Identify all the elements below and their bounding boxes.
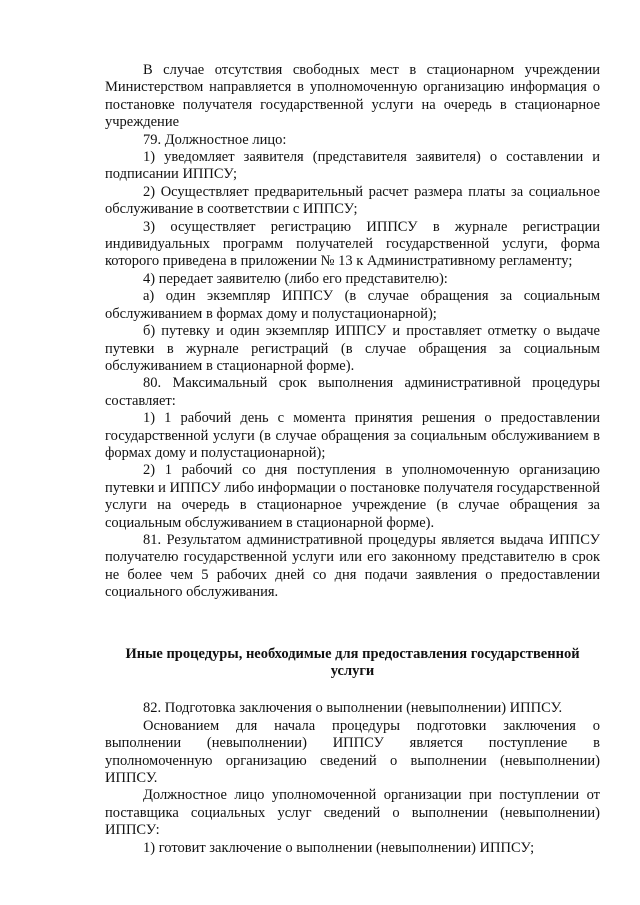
section-heading: Иные процедуры, необходимые для предоставления государственной услуги: [125, 645, 580, 679]
paragraph-82-basis: Основанием для начала процедуры подготовки заключения о выполнении (невыполнении) ИППСУ является поступление в уполномоченную организацию сведений о выполнении (невыполнении) ИППСУ.: [105, 717, 600, 787]
paragraph-80: 80. Максимальный срок выполнения административной процедуры составляет:: [105, 375, 600, 409]
paragraph-79-2: 2) Осуществляет предварительный расчет размера платы за социальное обслуживание в соответствии с ИППСУ;: [105, 183, 600, 218]
paragraph-82-1: 1) готовит заключение о выполнении (невыполнении) ИППСУ;: [143, 839, 535, 856]
paragraph-79-3: 3) осуществляет регистрацию ИППСУ в журнале регистрации индивидуальных программ получателей государственной услуги, форма которого приведена в приложении № 13 к Административному регламенту;: [105, 218, 600, 270]
paragraph-82-official: Должностное лицо уполномоченной организации при поступлении от поставщика социальных услуг сведений о выполнении (невыполнении) ИППСУ:: [105, 787, 600, 839]
paragraph-79-4a: а) один экземпляр ИППСУ (в случае обращения за социальным обслуживанием в формах дому и полустационарной);: [105, 288, 600, 322]
paragraph-82: 82. Подготовка заключения о выполнении (невыполнении) ИППСУ.: [143, 700, 563, 717]
paragraph-79: 79. Должностное лицо:: [143, 131, 287, 148]
paragraph-79-4b: б) путевку и один экземпляр ИППСУ и проставляет отметку о выдаче путевки в журнале регистраций (в случае обращения за социальным обслуживанием в стационарной форме).: [105, 323, 600, 374]
paragraph-79-1: 1) уведомляет заявителя (представителя заявителя) о составлении и подписании ИППСУ;: [105, 149, 600, 183]
paragraph-80-2: 2) 1 рабочий со дня поступления в уполномоченную организацию путевки и ИППСУ либо информации о постановке получателя государственной услуги на очередь в стационарное учреждение (в случае обращения за социальным обслуживанием в стационарной форме).: [105, 462, 600, 531]
paragraph-80-1: 1) 1 рабочий день с момента принятия решения о предоставлении государственной услуги (в случае обращения за социальным обслуживанием в формах дому и полустационарной);: [105, 410, 600, 461]
paragraph-81: 81. Результатом административной процедуры является выдача ИППСУ получателю государственной услуги или его законному представителю в срок не более чем 5 рабочих дней со дня подачи заявления о предоставлении социального обслуживания.: [105, 531, 600, 601]
paragraph-79-4: 4) передает заявителю (либо его представителю):: [143, 270, 448, 287]
paragraph-no-vacancy: В случае отсутствия свободных мест в стационарном учреждении Министерством направляется в уполномоченную организацию информация о постановке получателя государственной услуги на очередь в стационарное учреждение: [105, 62, 600, 131]
